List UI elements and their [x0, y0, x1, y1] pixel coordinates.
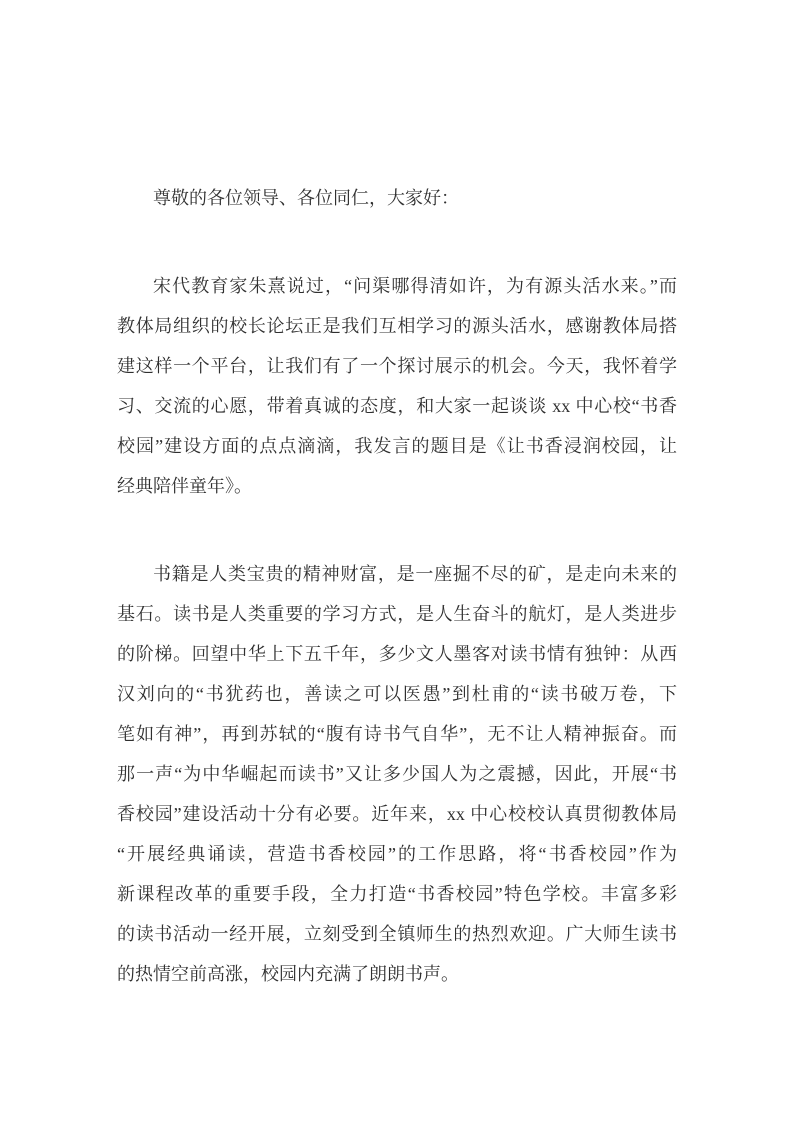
text-line: 的热情空前高涨，校园内充满了朗朗书声。 [117, 964, 459, 984]
text-line: 笔如有神”，再到苏轼的“腹有诗书气自华”，无不让人精神振奋。而 [117, 724, 677, 744]
text-line: 宋代教育家朱熹说过，“问渠哪得清如许，为有源头活水来。”而 [153, 276, 677, 296]
text-line: 的读书活动一经开展，立刻受到全镇师生的热烈欢迎。广大师生读书 [117, 924, 677, 944]
text-line: 的阶梯。回望中华上下五千年，多少文人墨客对读书情有独钟：从西 [117, 644, 677, 664]
paragraph-reading-importance [117, 554, 677, 994]
text-line: 教体局组织的校长论坛正是我们互相学习的源头活水，感谢教体局搭 [117, 316, 677, 336]
text-line: “开展经典诵读，营造书香校园”的工作思路，将“书香校园”作为 [117, 844, 677, 864]
text-line: 书籍是人类宝贵的精神财富，是一座掘不尽的矿，是走向未来的 [153, 564, 677, 584]
text-line: 汉刘向的“书犹药也，善读之可以医愚”到杜甫的“读书破万卷，下 [117, 684, 677, 704]
text-line: 基石。读书是人类重要的学习方式，是人生奋斗的航灯，是人类进步 [117, 604, 677, 624]
text-line: 香校园”建设活动十分有必要。近年来，xx 中心校校认真贯彻教体局 [117, 804, 677, 824]
document-text-body [117, 178, 677, 994]
paragraph-introduction [117, 266, 677, 506]
text-line: 习、交流的心愿，带着真诚的态度，和大家一起谈谈 xx 中心校“书香 [117, 396, 677, 416]
text-line: 校园”建设方面的点点滴滴，我发言的题目是《让书香浸润校园，让 [117, 436, 677, 456]
text-line: 经典陪伴童年》。 [117, 476, 252, 496]
paragraph-greeting [117, 178, 677, 218]
text-line: 尊敬的各位领导、各位同仁，大家好： [153, 188, 459, 208]
text-line: 新课程改革的重要手段，全力打造“书香校园”特色学校。丰富多彩 [117, 884, 677, 904]
text-line: 建这样一个平台，让我们有了一个探讨展示的机会。今天，我怀着学 [117, 356, 677, 376]
text-line: 那一声“为中华崛起而读书”又让多少国人为之震撼，因此，开展“书 [117, 764, 677, 784]
